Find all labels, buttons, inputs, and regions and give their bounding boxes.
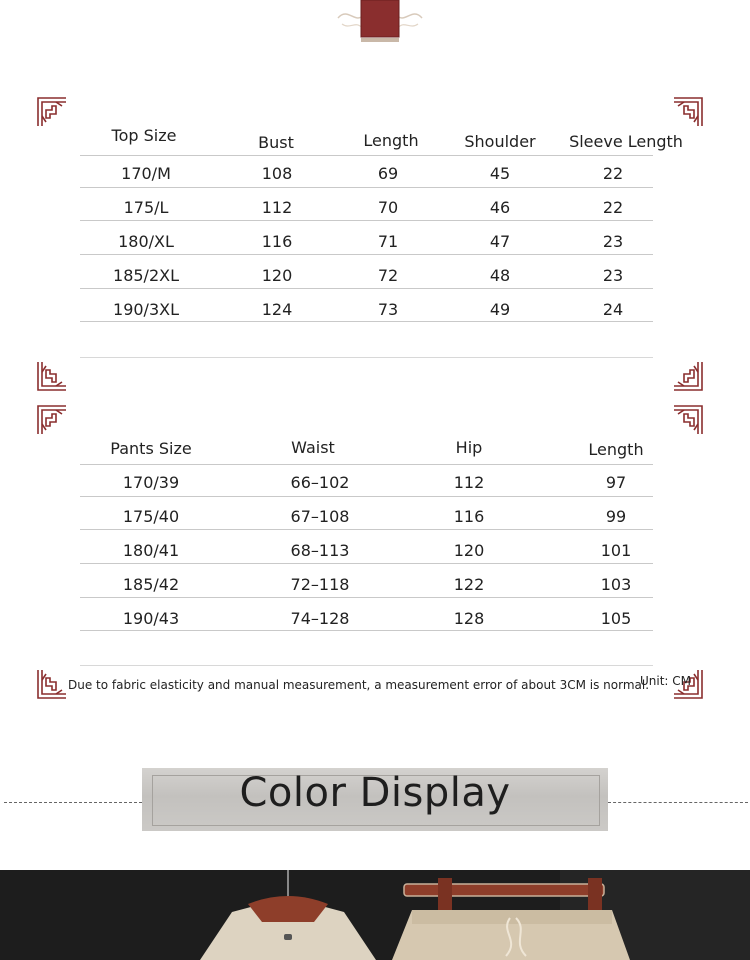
table-cell: 67–108 (290, 507, 350, 526)
table-cell: 69 (377, 164, 399, 183)
table-cell: 180/XL (118, 232, 174, 251)
corner-ornament-top-left (36, 96, 68, 128)
table-cell: 72–118 (290, 575, 350, 594)
table-rule (80, 597, 653, 598)
table-cell: 108 (261, 164, 293, 183)
table-rule (80, 220, 653, 221)
table-rule (80, 496, 653, 497)
corner-ornament-top-right (672, 404, 704, 436)
table-cell: 49 (489, 300, 511, 319)
table-bottom-rule (80, 665, 653, 666)
table-cell: 116 (261, 232, 293, 251)
table-header: Shoulder (464, 132, 536, 151)
corner-ornament-top-left (36, 404, 68, 436)
table-cell: 124 (261, 300, 293, 319)
table-cell: 112 (261, 198, 293, 217)
table-cell: 73 (377, 300, 399, 319)
table-cell: 180/41 (122, 541, 180, 560)
table-header: Length (363, 131, 419, 150)
table-rule (80, 288, 653, 289)
table-cell: 103 (600, 575, 632, 594)
table-cell: 190/43 (122, 609, 180, 628)
table-cell: 45 (489, 164, 511, 183)
table-header: Pants Size (110, 439, 192, 458)
corner-ornament-bottom-left (36, 360, 68, 392)
table-cell: 170/M (121, 164, 171, 183)
table-cell: 24 (602, 300, 624, 319)
table-cell: 71 (377, 232, 399, 251)
table-cell: 97 (605, 473, 627, 492)
table-cell: 116 (453, 507, 485, 526)
table-header: Bust (258, 133, 294, 152)
table-cell: 175/40 (122, 507, 180, 526)
table-cell: 70 (377, 198, 399, 217)
table-cell: 122 (453, 575, 485, 594)
table-rule (80, 155, 653, 156)
table-rule (80, 563, 653, 564)
table-cell: 74–128 (290, 609, 350, 628)
table-cell: 120 (261, 266, 293, 285)
top-ornament (330, 0, 430, 44)
table-cell: 23 (602, 232, 624, 251)
table-cell: 175/L (123, 198, 169, 217)
table-cell: 101 (600, 541, 632, 560)
unit-label: Unit: CM (640, 674, 692, 688)
corner-ornament-bottom-right (672, 360, 704, 392)
table-rule (80, 464, 653, 465)
table-header: Sleeve Length (569, 132, 683, 151)
table-cell: 120 (453, 541, 485, 560)
table-cell: 48 (489, 266, 511, 285)
table-cell: 99 (605, 507, 627, 526)
table-header: Length (588, 440, 644, 459)
table-cell: 128 (453, 609, 485, 628)
table-cell: 22 (602, 164, 624, 183)
table-cell: 47 (489, 232, 511, 251)
product-photo-illustration (0, 870, 750, 960)
table-rule (80, 321, 653, 322)
table-cell: 190/3XL (113, 300, 179, 319)
table-header: Waist (291, 438, 335, 457)
table-cell: 185/2XL (113, 266, 179, 285)
table-rule (80, 630, 653, 631)
table-cell: 46 (489, 198, 511, 217)
table-cell: 185/42 (122, 575, 180, 594)
table-rule (80, 529, 653, 530)
table-cell: 72 (377, 266, 399, 285)
table-rule (80, 187, 653, 188)
table-cell: 105 (600, 609, 632, 628)
table-cell: 68–113 (290, 541, 350, 560)
table-cell: 23 (602, 266, 624, 285)
measurement-footnote: Due to fabric elasticity and manual measurement, a measurement error of about 3CM is normal. (68, 678, 650, 692)
table-cell: 66–102 (290, 473, 350, 492)
table-cell: 22 (602, 198, 624, 217)
table-cell: 112 (453, 473, 485, 492)
product-photo (0, 870, 750, 960)
corner-ornament-top-right (672, 96, 704, 128)
table-header: Hip (455, 438, 483, 457)
table-rule (80, 254, 653, 255)
table-cell: 170/39 (122, 473, 180, 492)
table-bottom-rule (80, 357, 653, 358)
section-title: Color Display (239, 770, 511, 816)
corner-ornament-bottom-left (36, 668, 68, 700)
table-header: Top Size (111, 126, 177, 145)
